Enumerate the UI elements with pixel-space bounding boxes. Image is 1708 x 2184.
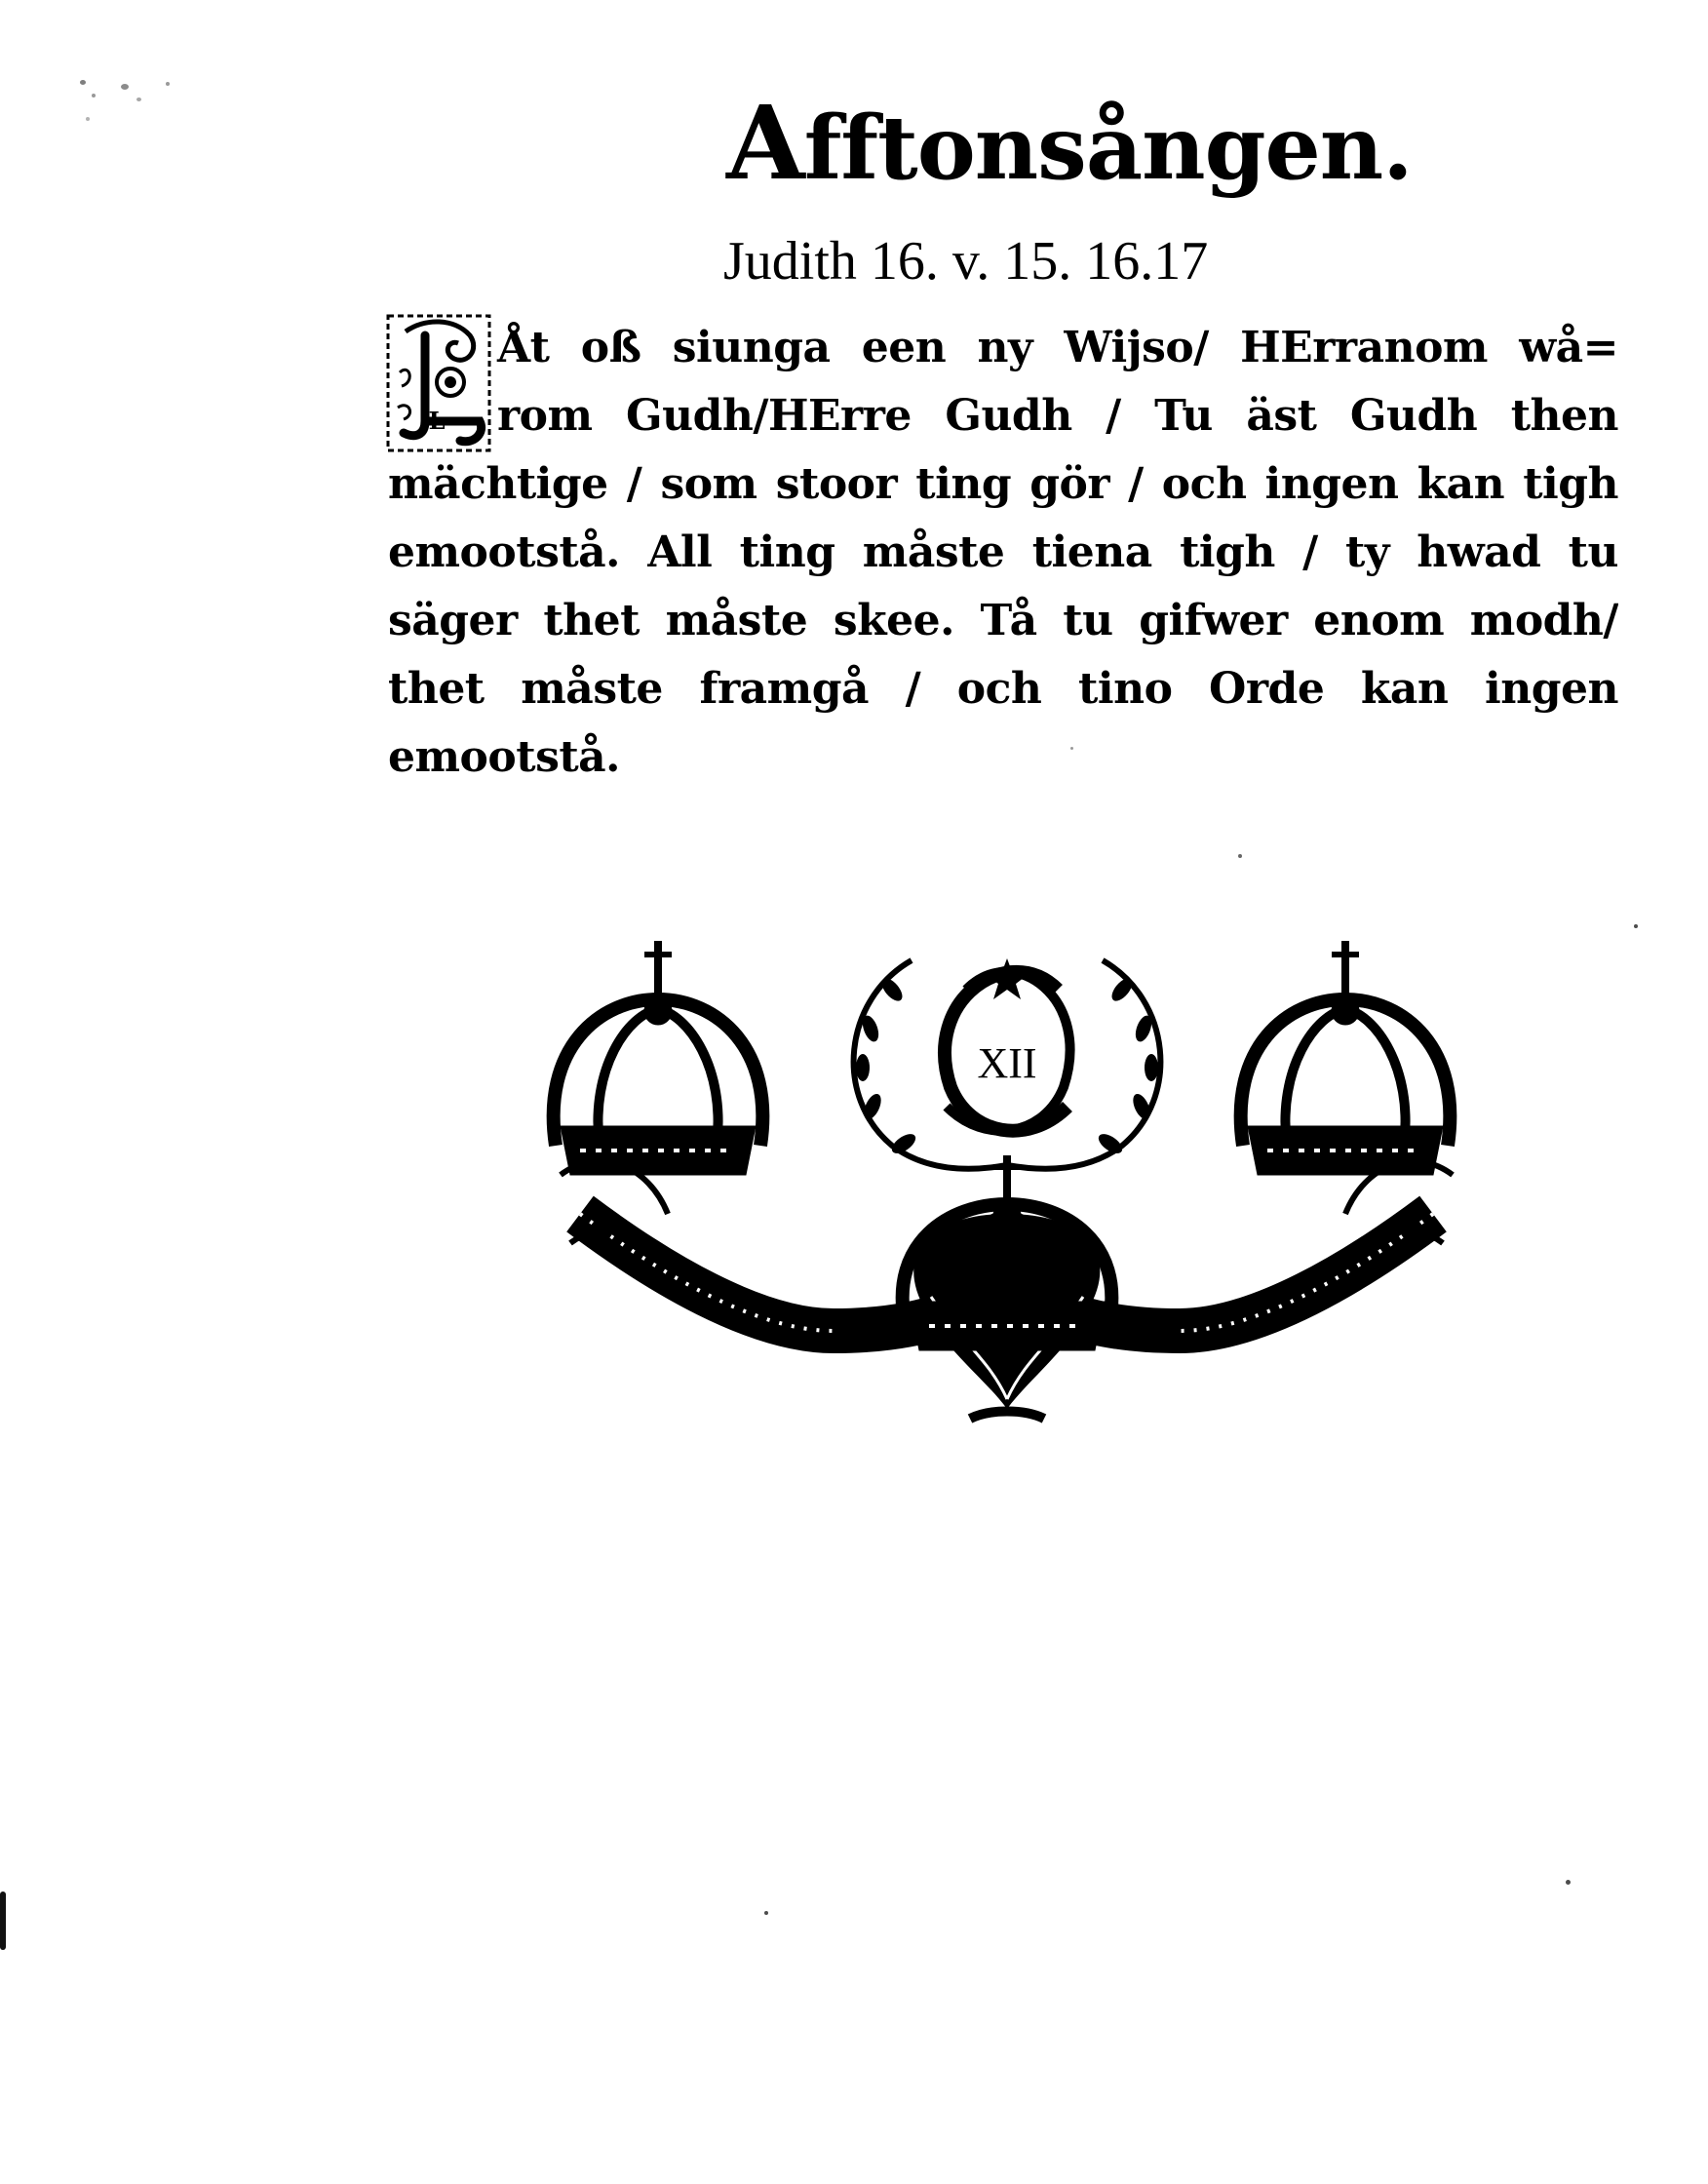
text-line-3: mächtige / som stoor ting gör / och ingen kan tigh	[388, 459, 1618, 509]
page-title	[726, 83, 1413, 203]
drop-cap-letter: L	[428, 407, 446, 435]
title-rest: fftonsången.	[803, 97, 1413, 200]
text-line-7: emootstå.	[388, 732, 620, 782]
crown-icon	[1241, 941, 1451, 1175]
text-line-5: säger thet måste skee. Tå tu gifwer enom modh/	[388, 596, 1618, 645]
hymn-text	[388, 314, 1618, 792]
binding-edge-mark	[0, 1892, 6, 1950]
title-initial: A	[726, 83, 804, 203]
crown-icon	[554, 941, 763, 1175]
monogram-numeral: XII	[977, 1039, 1037, 1087]
text-line-6: thet måste framgå / och tino Orde kan ingen	[388, 664, 1618, 714]
text-line-4: emootstå. All ting måste tiena tigh / ty hwad tu	[388, 527, 1618, 577]
text-line-2: rom Gudh/HErre Gudh / Tu äst Gudh then	[497, 391, 1618, 441]
text-line-1: Åt oß siunga een ny Wijso/ HErranom wå=	[497, 323, 1618, 372]
crowns-vignette	[541, 921, 1472, 1448]
scripture-reference: Judith 16. v. 15. 16.17	[723, 231, 1209, 292]
